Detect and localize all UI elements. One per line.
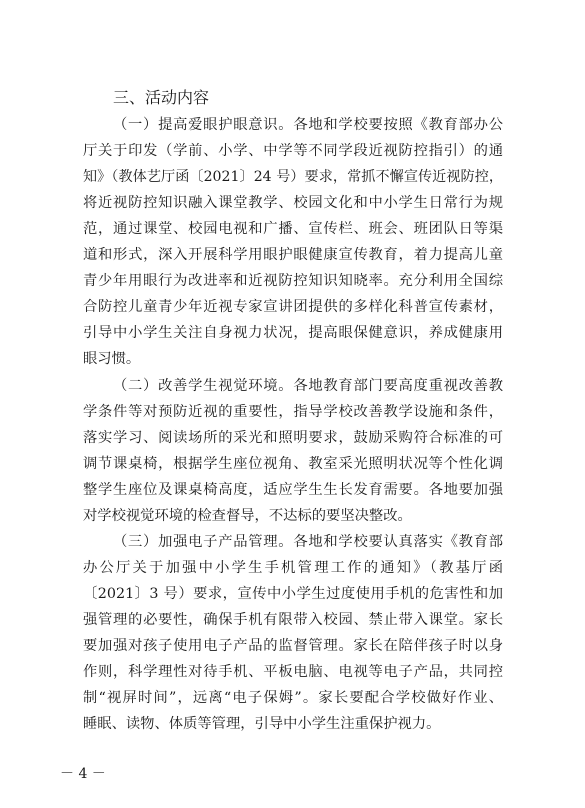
paragraph-line: 睡眠、读物、体质等管理，引导中小学生注重保护视力。 [83, 716, 441, 732]
paragraph-line: （二）改善学生视觉环境。各地教育部门要高度重视改善教 [113, 378, 503, 394]
paragraph-line: 办公厅关于加强中小学生手机管理工作的通知》（教基厅函 [83, 560, 503, 576]
paragraph-line: 眼习惯。 [83, 351, 141, 367]
paragraph-line: 整学生座位及课桌椅高度，适应学生生长发育需要。各地要加强 [83, 482, 503, 498]
section-heading: 三、活动内容 [113, 88, 210, 107]
paragraph-line: 将近视防控知识融入课堂教学、校园文化和中小学生日常行为规 [83, 195, 503, 211]
paragraph-line: 学条件等对预防近视的重要性，指导学校改善教学设施和条件， [83, 404, 503, 420]
paragraph-line: 调节课桌椅，根据学生座位视角、教室采光照明状况等个性化调 [83, 456, 503, 472]
paragraph-line: 范，通过课堂、校园电视和广播、宣传栏、班会、班团队日等渠 [83, 221, 503, 237]
paragraph-line: 厅关于印发（学前、小学、中学等不同学段近视防控指引）的通 [83, 143, 503, 159]
paragraph-line: 青少年用眼行为改进率和近视防控知识知晓率。充分利用全国综 [83, 273, 503, 289]
paragraph-line: 作则，科学理性对待手机、平板电脑、电视等电子产品，共同控 [83, 664, 503, 680]
paragraph-line: （一）提高爱眼护眼意识。各地和学校要按照《教育部办公 [113, 117, 503, 133]
paragraph-line: 落实学习、阅读场所的采光和照明要求，鼓励采购符合标准的可 [83, 430, 503, 446]
paragraph-line: 要加强对孩子使用电子产品的监督管理。家长在陪伴孩子时以身 [83, 638, 503, 654]
paragraph-line: 合防控儿童青少年近视专家宣讲团提供的多样化科普宣传素材， [83, 299, 503, 315]
paragraph-line: （三）加强电子产品管理。各地和学校要认真落实《教育部 [113, 534, 503, 550]
paragraph-line: 强管理的必要性，确保手机有限带入校园、禁止带入课堂。家长 [83, 612, 503, 628]
paragraph-line: 〔2021〕3 号）要求，宣传中小学生过度使用手机的危害性和加 [83, 586, 503, 602]
paragraph-line: 引导中小学生关注自身视力状况，提高眼保健意识，养成健康用 [83, 325, 503, 341]
paragraph-line: 制“视屏时间”，远离“电子保姆”。家长要配合学校做好作业、 [83, 690, 503, 706]
page-number: － 4 － [60, 766, 106, 782]
paragraph-line: 知》（教体艺厅函〔2021〕24 号）要求，常抓不懈宣传近视防控， [83, 169, 503, 185]
paragraph-line: 对学校视觉环境的检查督导，不达标的要坚决整改。 [83, 508, 412, 524]
paragraph-line: 道和形式，深入开展科学用眼护眼健康宣传教育，着力提高儿童 [83, 247, 503, 263]
